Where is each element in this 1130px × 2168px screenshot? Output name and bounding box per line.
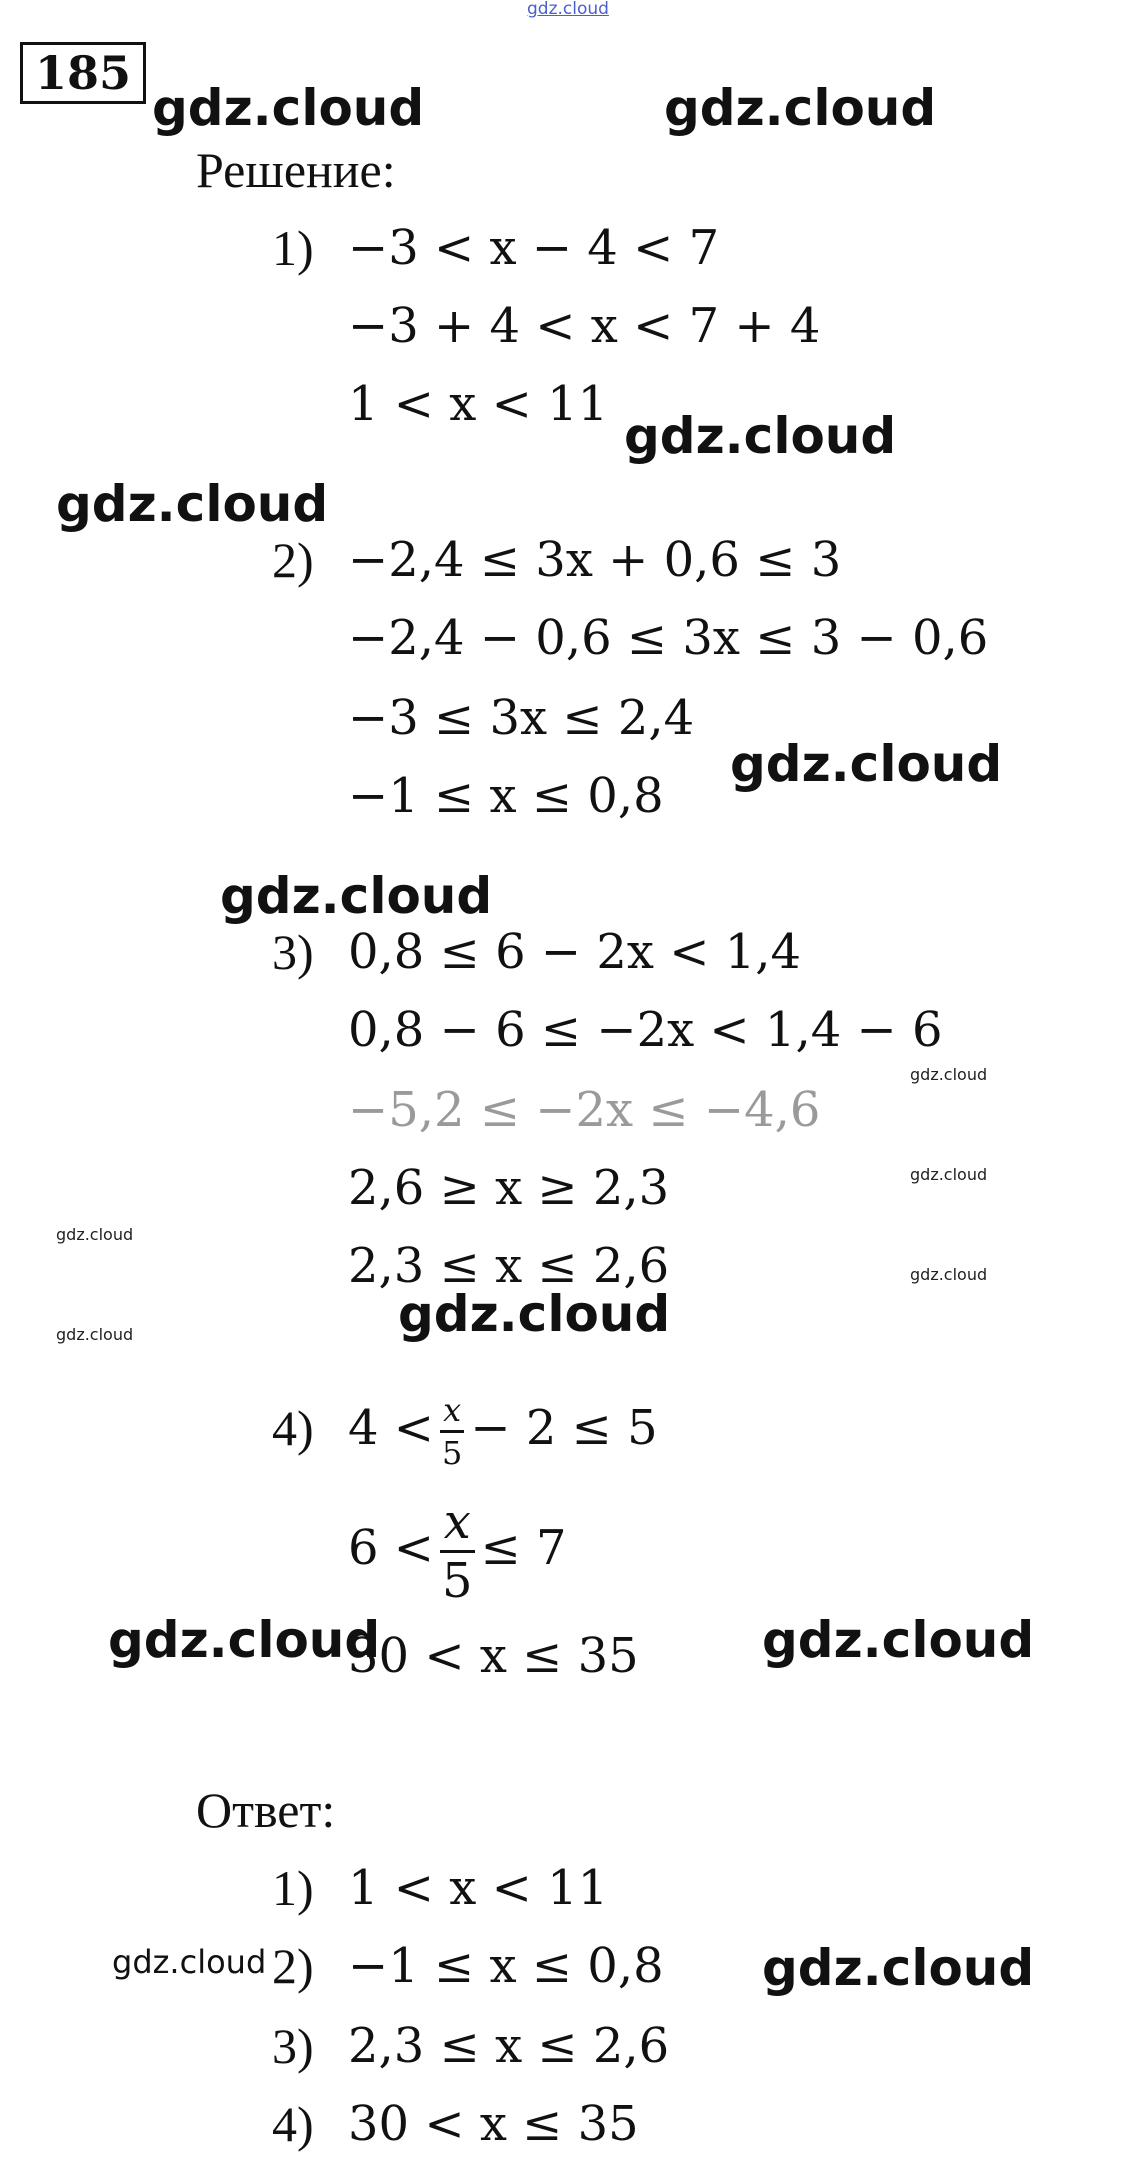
part-2-line-4: −1 ≤ x ≤ 0,8 [348,768,664,824]
answer-1: 1 < x < 11 [348,1860,609,1916]
part-1-line-1: −3 < x − 4 < 7 [348,220,720,276]
watermark: gdz.cloud [56,475,329,533]
watermark: gdz.cloud [730,735,1003,793]
answer-3-label: 3) [272,2018,314,2074]
part-3-line-2: 0,8 − 6 ≤ −2x < 1,4 − 6 [348,1002,943,1058]
part-4-label: 4) [272,1400,314,1456]
fraction-denominator: 5 [442,1434,463,1472]
problem-number: 185 [20,42,146,104]
solution-heading: Решение: [196,142,396,198]
part-1-line-2: −3 + 4 < x < 7 + 4 [348,298,821,354]
part-2-line-1: −2,4 ≤ 3x + 0,6 ≤ 3 [348,532,842,588]
part-1-label: 1) [272,220,314,276]
fraction-bar [440,1430,464,1433]
fraction-denominator: 5 [442,1553,473,1609]
answer-4: 30 < x ≤ 35 [348,2096,639,2152]
answer-heading: Ответ: [196,1782,336,1838]
answer-1-label: 1) [272,1860,314,1916]
watermark: gdz.cloud [220,867,493,925]
watermark: gdz.cloud [762,1611,1035,1669]
part-2-label: 2) [272,532,314,588]
part-4-line-1 [348,1382,658,1474]
watermark: gdz.cloud [624,407,897,465]
answer-2-label: 2) [272,1938,314,1994]
part-4-line-2 [348,1492,567,1609]
watermark-top-link[interactable]: gdz.cloud [527,0,609,19]
part-3-line-5: 2,3 ≤ x ≤ 2,6 [348,1238,670,1294]
part-2-line-2: −2,4 − 0,6 ≤ 3x ≤ 3 − 0,6 [348,610,989,666]
fraction-numerator: x [443,1494,471,1550]
watermark-small: gdz.cloud [910,1165,988,1184]
part-3-label: 3) [272,924,314,980]
watermark-medium: gdz.cloud [112,1943,267,1981]
part-3-line-1: 0,8 ≤ 6 − 2x < 1,4 [348,924,802,980]
part-4-line-1-left: 4 < [348,1400,435,1456]
watermark: gdz.cloud [762,1939,1035,1997]
answer-4-label: 4) [272,2096,314,2152]
watermark: gdz.cloud [152,79,425,137]
watermark: gdz.cloud [398,1285,671,1343]
watermark: gdz.cloud [664,79,937,137]
watermark-small: gdz.cloud [910,1265,988,1284]
part-3-line-4: 2,6 ≥ x ≥ 2,3 [348,1160,670,1216]
answer-2: −1 ≤ x ≤ 0,8 [348,1938,664,1994]
part-4-line-2-left: 6 < [348,1520,435,1576]
watermark-small: gdz.cloud [56,1325,134,1344]
fraction-x-over-5-large [440,1494,475,1609]
fraction-numerator: x [443,1391,462,1429]
answer-3: 2,3 ≤ x ≤ 2,6 [348,2018,670,2074]
part-4-line-3: 30 < x ≤ 35 [348,1628,639,1684]
watermark: gdz.cloud [108,1611,381,1669]
part-1-line-3: 1 < x < 11 [348,376,609,432]
watermark-small: gdz.cloud [910,1065,988,1084]
part-2-line-3: −3 ≤ 3x ≤ 2,4 [348,690,695,746]
part-4-line-2-right: ≤ 7 [480,1520,567,1576]
fraction-x-over-5 [440,1391,464,1472]
part-3-line-3: −5,2 ≤ −2x ≤ −4,6 [348,1082,821,1138]
watermark-small: gdz.cloud [56,1225,134,1244]
part-4-line-1-right: − 2 ≤ 5 [470,1400,658,1456]
